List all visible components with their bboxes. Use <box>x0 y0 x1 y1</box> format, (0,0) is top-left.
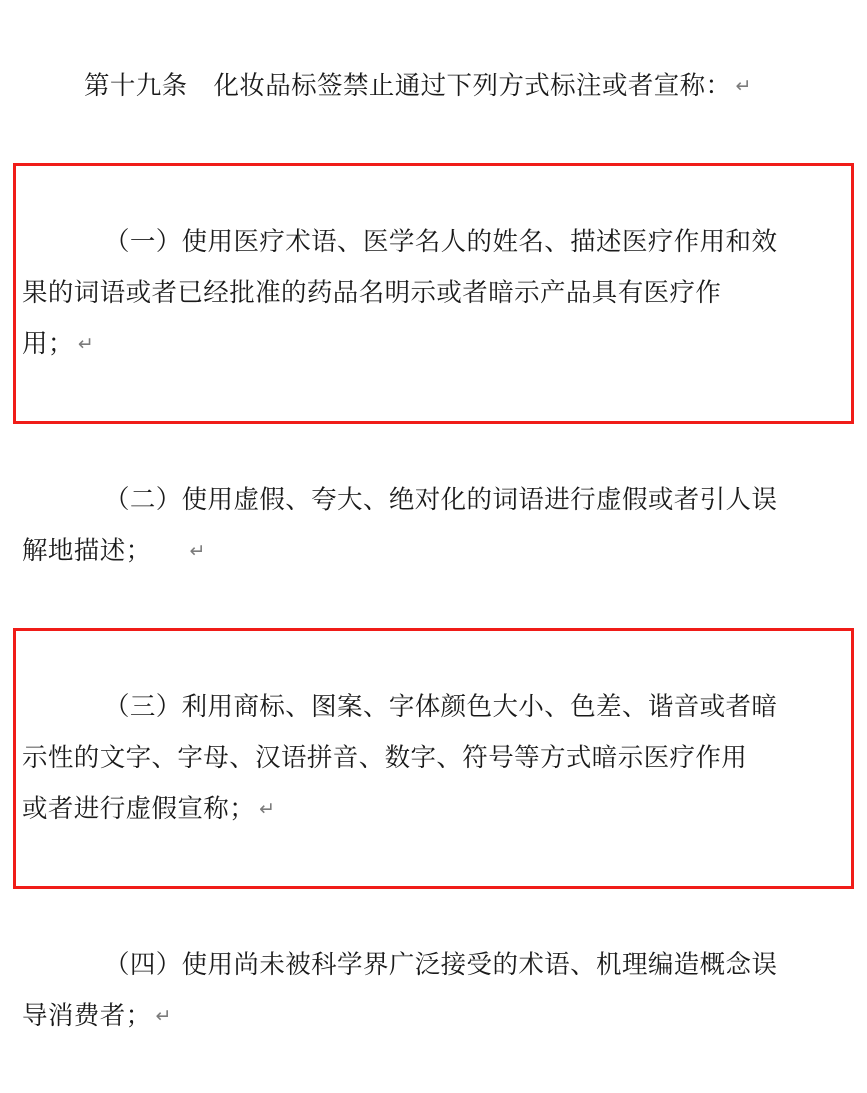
clause-item-3-line-1: （三）利用商标、图案、字体颜色大小、色差、谐音或者暗 <box>103 693 778 721</box>
clause-item-3[interactable] <box>13 628 854 889</box>
clause-item-1-line-3: 用； <box>22 330 74 358</box>
clause-item-3-line-2: 示性的文字、字母、汉语拼音、数字、符号等方式暗示医疗作用 <box>22 744 748 772</box>
clause-item-2-line-2: 解地描述； <box>22 537 152 565</box>
clause-item-1-line-2: 果的词语或者已经批准的药品名明示或者暗示产品具有医疗作 <box>22 279 722 307</box>
pilcrow-icon: ↵ <box>77 333 95 355</box>
clause-item-2-line-1: （二）使用虚假、夸大、绝对化的词语进行虚假或者引人误 <box>103 486 778 514</box>
article-heading-text: 第十九条 化妆品标签禁止通过下列方式标注或者宣称： <box>83 72 732 100</box>
clause-item-1-line-1: （一）使用医疗术语、医学名人的姓名、描述医疗作用和效 <box>103 228 778 256</box>
clause-item-3-line-3: 或者进行虚假宣称； <box>22 795 256 823</box>
pilcrow-icon: ↵ <box>155 1005 172 1027</box>
article-heading <box>22 10 845 163</box>
clause-item-2 <box>22 424 845 628</box>
clause-item-4-line-1: （四）使用尚未被科学界广泛接受的术语、机理编造概念误 <box>103 951 778 979</box>
pilcrow-icon: ↵ <box>259 798 276 820</box>
clause-item-4 <box>22 889 845 1093</box>
pilcrow-icon: ↵ <box>735 75 752 97</box>
clause-item-4-line-2: 导消费者； <box>22 1002 152 1030</box>
clause-item-1[interactable] <box>13 163 854 424</box>
pilcrow-icon: ↵ <box>189 540 206 562</box>
